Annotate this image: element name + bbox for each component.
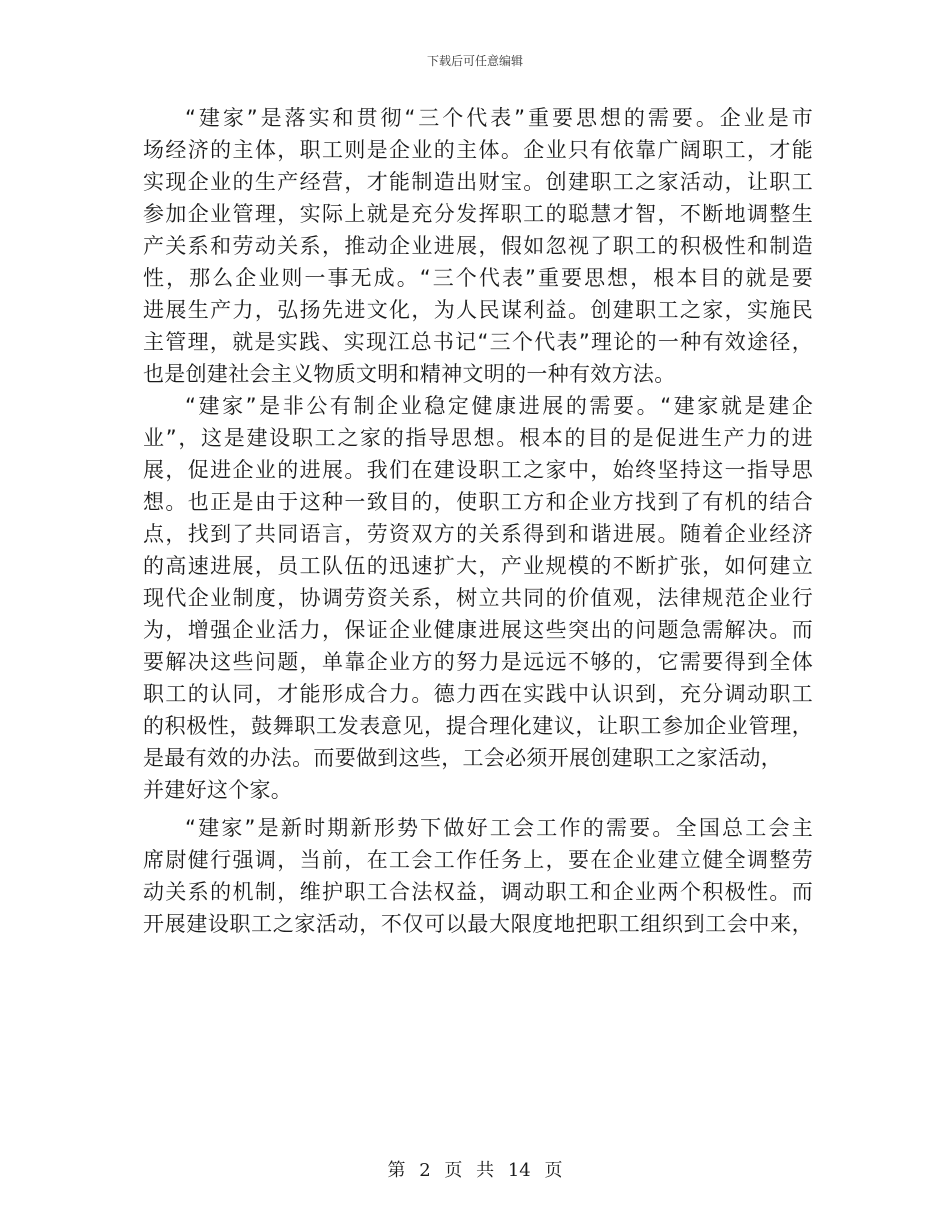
text-line: 并建好这个家。 <box>143 778 293 802</box>
text-line: 实现企业的生产经营，才能制造出财宝。创建职工之家活动，让职工 <box>143 170 813 194</box>
text-line: 要解决这些问题，单靠企业方的努力是远远不够的，它需要得到全体 <box>143 650 813 674</box>
text-line: 是最有效的办法。而要做到这些，工会必须开展创建职工之家活动， <box>143 746 782 770</box>
text-line: 性，那么企业则一事无成。“三个代表”重要思想，根本目的就是要 <box>143 266 813 290</box>
text-line: 产关系和劳动关系，推动企业进展，假如忽视了职工的积极性和制造 <box>143 234 813 258</box>
document-body <box>143 102 813 940</box>
paragraph-3 <box>143 812 813 940</box>
text-line: 点，找到了共同语言，劳资双方的关系得到和谐进展。随着企业经济 <box>143 522 813 546</box>
text-line: 想。也正是由于这种一致目的，使职工方和企业方找到了有机的结合 <box>143 490 813 514</box>
text-line: 业”，这是建设职工之家的指导思想。根本的目的是促进生产力的进 <box>143 426 813 450</box>
text-line: 为，增强企业活力，保证企业健康进展这些突出的问题急需解决。而 <box>143 618 813 642</box>
text-line: 进展生产力，弘扬先进文化，为人民谋利益。创建职工之家，实施民 <box>143 298 813 322</box>
text-line: 的高速进展，员工队伍的迅速扩大，产业规模的不断扩张，如何建立 <box>143 554 813 578</box>
text-line: 场经济的主体，职工则是企业的主体。企业只有依靠广阔职工，才能 <box>143 138 813 162</box>
paragraph-2 <box>143 390 813 806</box>
text-line: 职工的认同，才能形成合力。德力西在实践中认识到，充分调动职工 <box>143 682 813 706</box>
text-line: 主管理，就是实践、实现江总书记“三个代表”理论的一种有效途径， <box>143 330 813 354</box>
page-header-note: 下载后可任意编辑 <box>426 54 523 68</box>
text-line: 席尉健行强调，当前，在工会工作任务上，要在企业建立健全调整劳 <box>143 848 813 872</box>
text-line: 的积极性，鼓舞职工发表意见，提合理化建议，让职工参加企业管理， <box>143 714 813 738</box>
text-line: 动关系的机制，维护职工合法权益，调动职工和企业两个积极性。而 <box>143 880 813 904</box>
text-line: “建家”是落实和贯彻“三个代表”重要思想的需要。企业是市 <box>185 106 813 130</box>
text-line: 现代企业制度，协调劳资关系，树立共同的价值观，法律规范企业行 <box>143 586 813 610</box>
page-number-footer: 第 2 页 共 14 页 <box>387 1160 563 1181</box>
text-line: “建家”是非公有制企业稳定健康进展的需要。“建家就是建企 <box>185 394 813 418</box>
text-line: “建家”是新时期新形势下做好工会工作的需要。全国总工会主 <box>185 816 813 840</box>
text-line: 参加企业管理，实际上就是充分发挥职工的聪慧才智，不断地调整生 <box>143 202 813 226</box>
text-line: 开展建设职工之家活动，不仅可以最大限度地把职工组织到工会中来， <box>143 912 813 936</box>
paragraph-1 <box>143 102 813 390</box>
text-line: 也是创建社会主义物质文明和精神文明的一种有效方法。 <box>143 362 676 386</box>
text-line: 展，促进企业的进展。我们在建设职工之家中，始终坚持这一指导思 <box>143 458 813 482</box>
